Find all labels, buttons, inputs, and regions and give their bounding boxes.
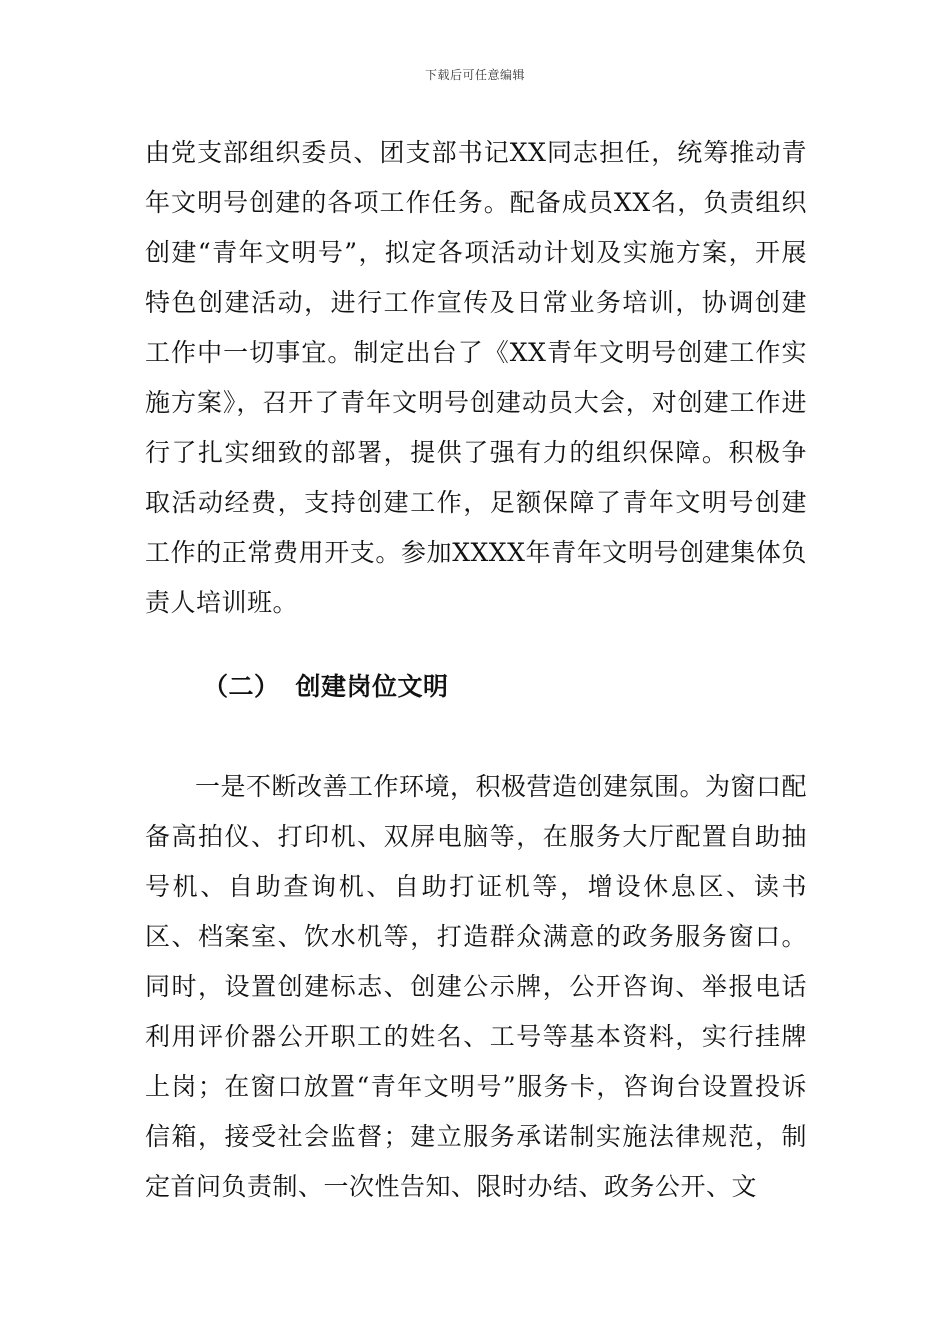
body-paragraph: 一是不断改善工作环境，积极营造创建氛围。为窗口配备高拍仪、打印机、双屏电脑等，在服务大厅配置自助抽号机、自助查询机、自助打证机等，增设休息区、读书区、档案室、饮水机等，打造群众满意的政务服务窗口。同时，设置创建标志、创建公示牌，公开咨询、举报电话利用评价器公开职工的姓名、工号等基本资料，实行挂牌上岗；在窗口放置“青年文明号”服务卡，咨询台设置投诉信箱，接受社会监督；建立服务承诺制实施法律规范，制定首问负责制、一次性告知、限时办结、政务公开、文: [145, 772, 808, 1201]
section-number: （二）: [203, 672, 280, 701]
section-title: 创建岗位文明: [295, 672, 449, 701]
document-body: [145, 128, 807, 1212]
body-paragraph: 由党支部组织委员、团支部书记XX同志担任，统筹推动青年文明号创建的各项工作任务。配备成员XX名，负责组织创建“青年文明号”，拟定各项活动计划及实施方案，开展特色创建活动，进行工作宣传及日常业务培训，协调创建工作中一切事宜。制定出台了《XX青年文明号创建工作实施方案》，召开了青年文明号创建动员大会，对创建工作进行了扎实细致的部署，提供了强有力的组织保障。积极争取活动经费，支持创建工作，足额保障了青年文明号创建工作的正常费用开支。参加XXXX年青年文明号创建集体负责人培训班。: [145, 138, 807, 617]
page-header-note: 下载后可任意编辑: [424, 68, 525, 82]
section-heading: [145, 662, 807, 712]
